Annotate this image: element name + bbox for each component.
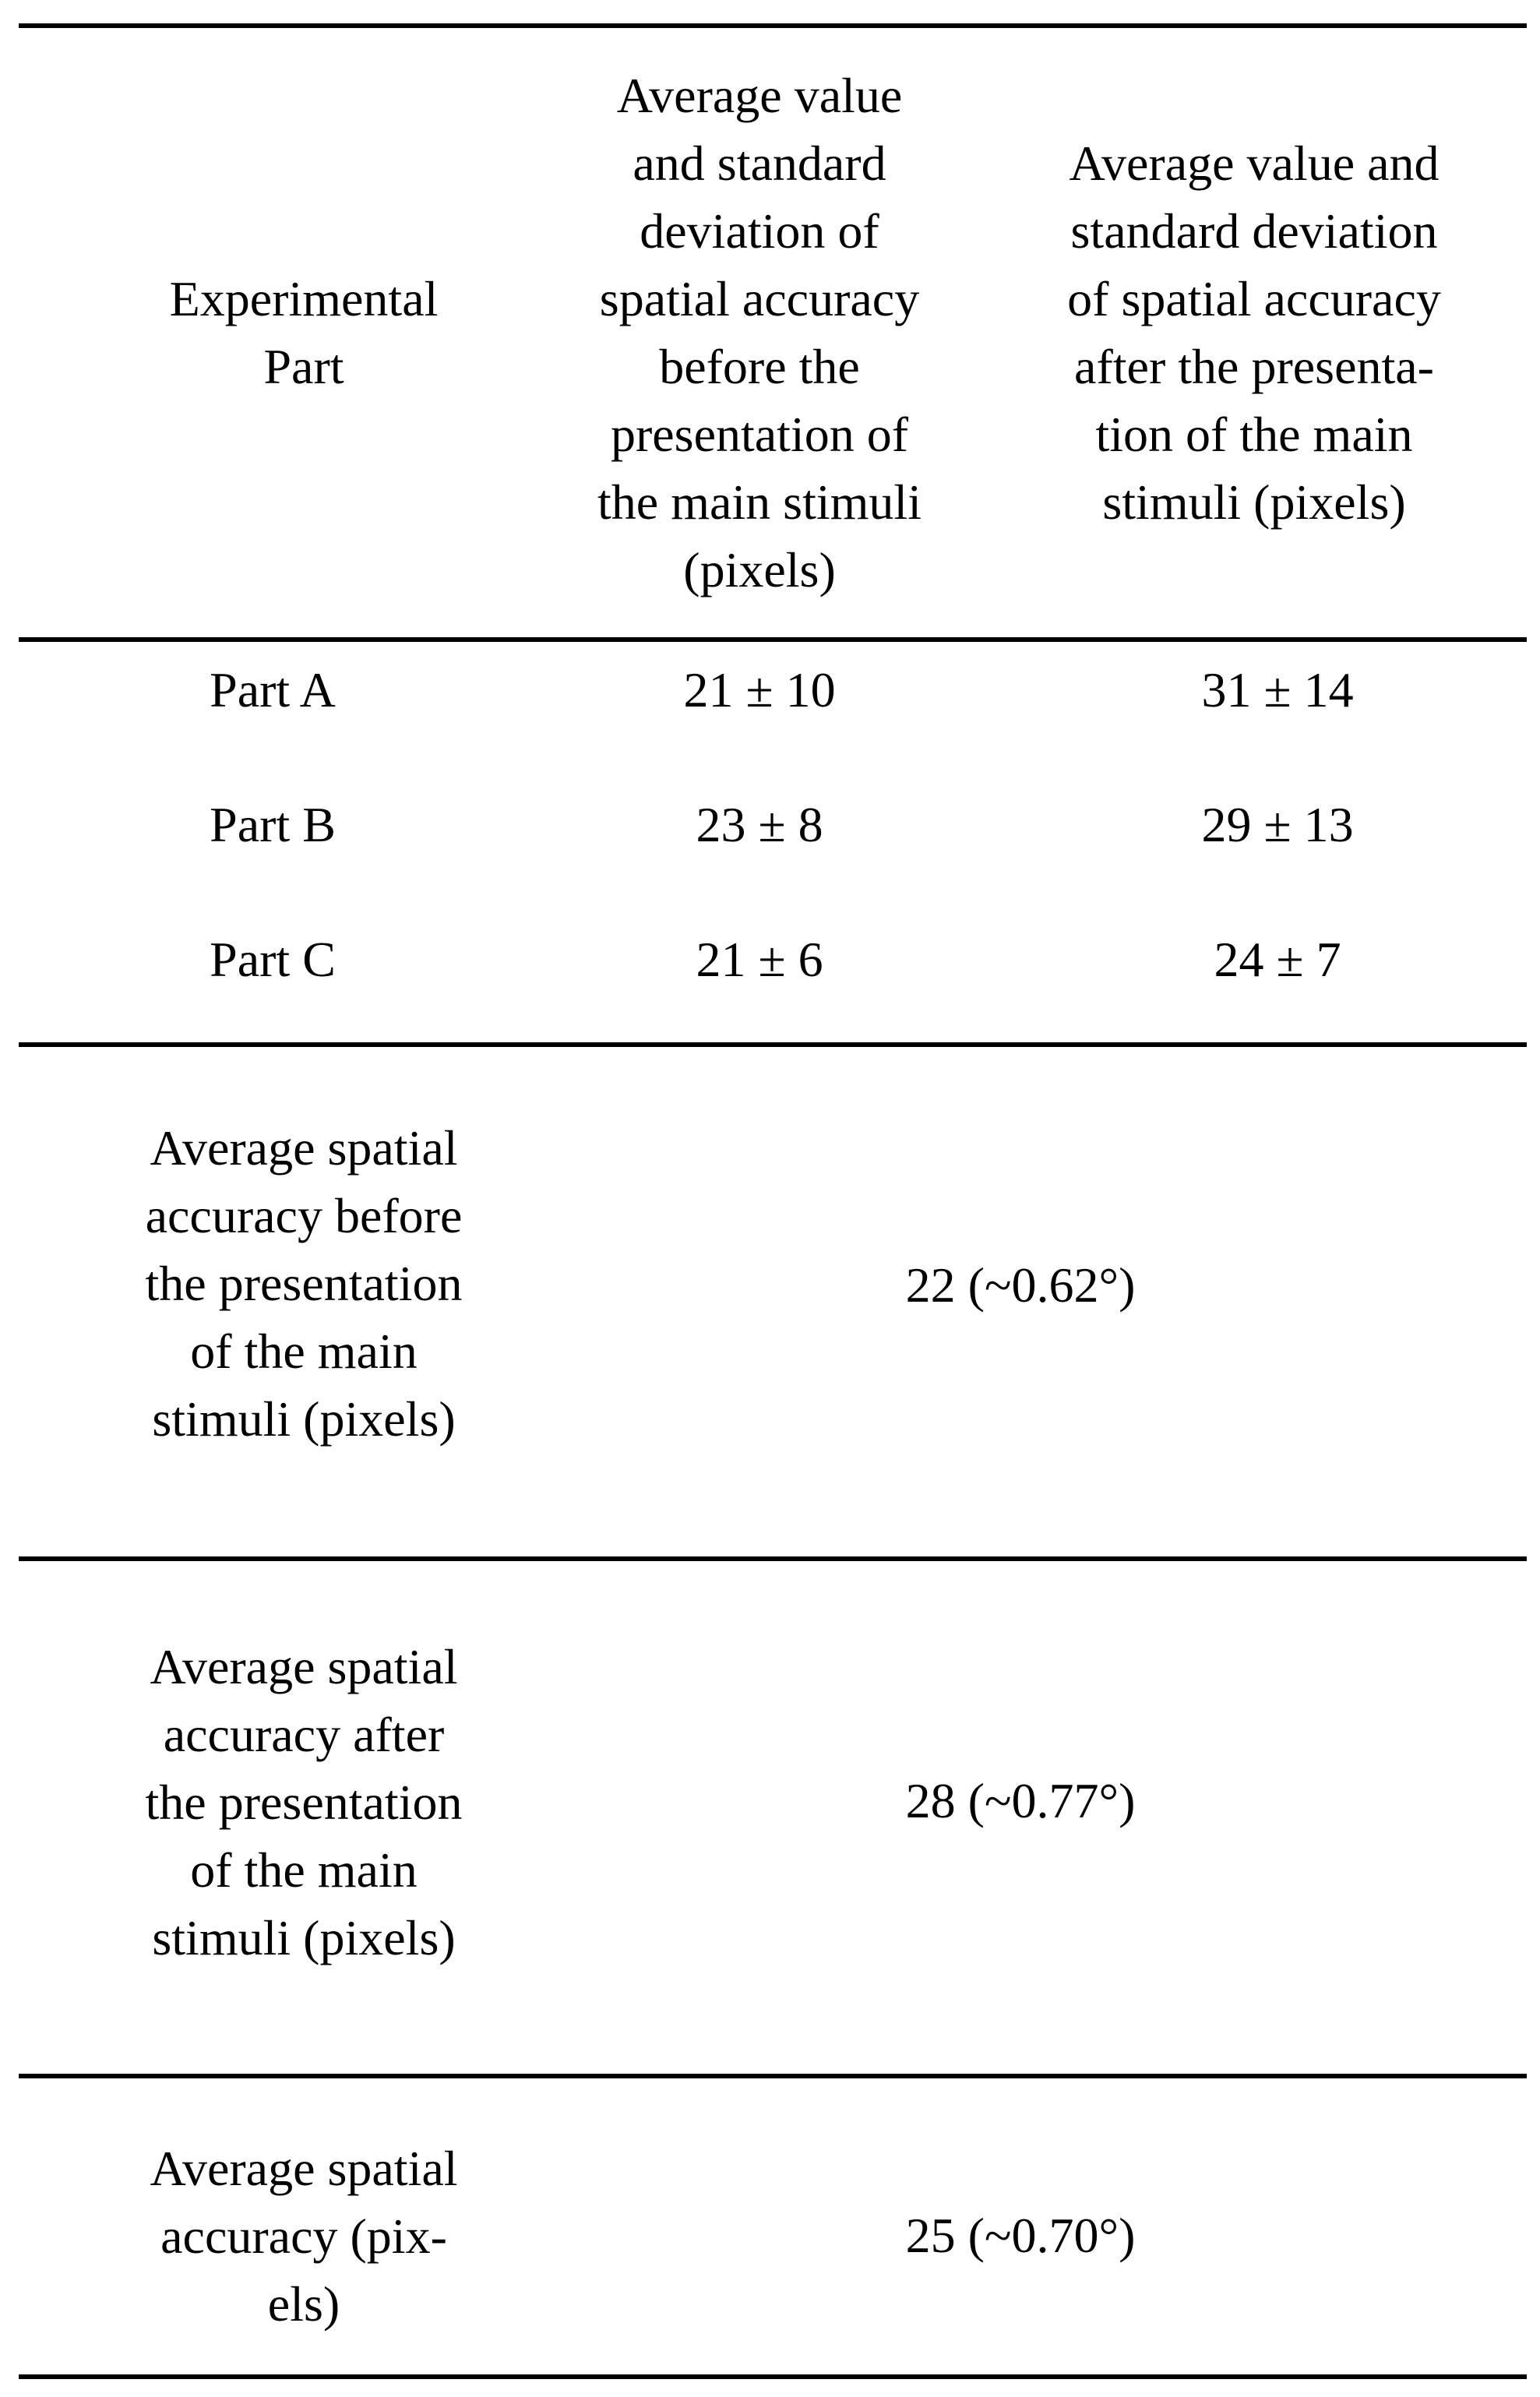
- table-cell: 24 ± 7: [1214, 932, 1341, 987]
- summary-before-value: [701, 1251, 1340, 1319]
- row-part-a-before: [537, 656, 981, 724]
- summary-value-text: 22 (~0.62°): [905, 1257, 1136, 1313]
- table-cell: 29 ± 13: [1201, 797, 1354, 852]
- row-part-a-label: [93, 656, 452, 724]
- row-part-c-before: [537, 925, 981, 993]
- row-part-b-before: [537, 791, 981, 858]
- row-part-a-after: [1052, 656, 1503, 724]
- summary-after-label: [55, 1633, 553, 1972]
- header-col-3-text: Average value and standard deviation of spatial accuracy after the presenta- tion of the main stimuli (pixels): [1067, 136, 1441, 530]
- header-after: [1013, 28, 1496, 637]
- table-cell: 21 ± 6: [696, 932, 823, 987]
- row-part-c-label: [93, 925, 452, 993]
- row-part-b-after: [1052, 791, 1503, 858]
- header-col-2-text: Average value and standard deviation of spatial accuracy before the presentation of the main stimuli (pixels): [597, 68, 922, 597]
- data-bottom-rule: [19, 1042, 1527, 1047]
- summary-2-bottom-rule: [19, 2074, 1527, 2078]
- table-cell: Part C: [210, 932, 336, 987]
- summary-label-text: Average spatial accuracy (pix- els): [150, 2141, 458, 2332]
- summary-overall-value: [701, 2201, 1340, 2269]
- summary-1-bottom-rule: [19, 1556, 1527, 1561]
- summary-after-value: [701, 1767, 1340, 1835]
- table-bottom-rule: [19, 2374, 1527, 2379]
- row-part-c-after: [1052, 925, 1503, 993]
- summary-overall-label: [55, 2134, 553, 2338]
- summary-value-text: 28 (~0.77°): [905, 1773, 1136, 1828]
- summary-label-text: Average spatial accuracy before the presentation of the main stimuli (pixels): [145, 1120, 463, 1447]
- table-cell: Part B: [210, 797, 336, 852]
- header-col-1-text: Experimental Part: [169, 271, 439, 394]
- table-cell: 31 ± 14: [1201, 662, 1354, 717]
- summary-label-text: Average spatial accuracy after the presentation of the main stimuli (pixels): [145, 1639, 463, 1965]
- row-part-b-label: [93, 791, 452, 858]
- table-cell: Part A: [210, 662, 336, 717]
- table-cell: 21 ± 10: [683, 662, 836, 717]
- summary-before-label: [55, 1114, 553, 1453]
- header-experimental-part: [93, 28, 514, 637]
- summary-value-text: 25 (~0.70°): [905, 2208, 1136, 2263]
- header-before: [537, 28, 981, 637]
- header-bottom-rule: [19, 637, 1527, 642]
- table-cell: 23 ± 8: [696, 797, 823, 852]
